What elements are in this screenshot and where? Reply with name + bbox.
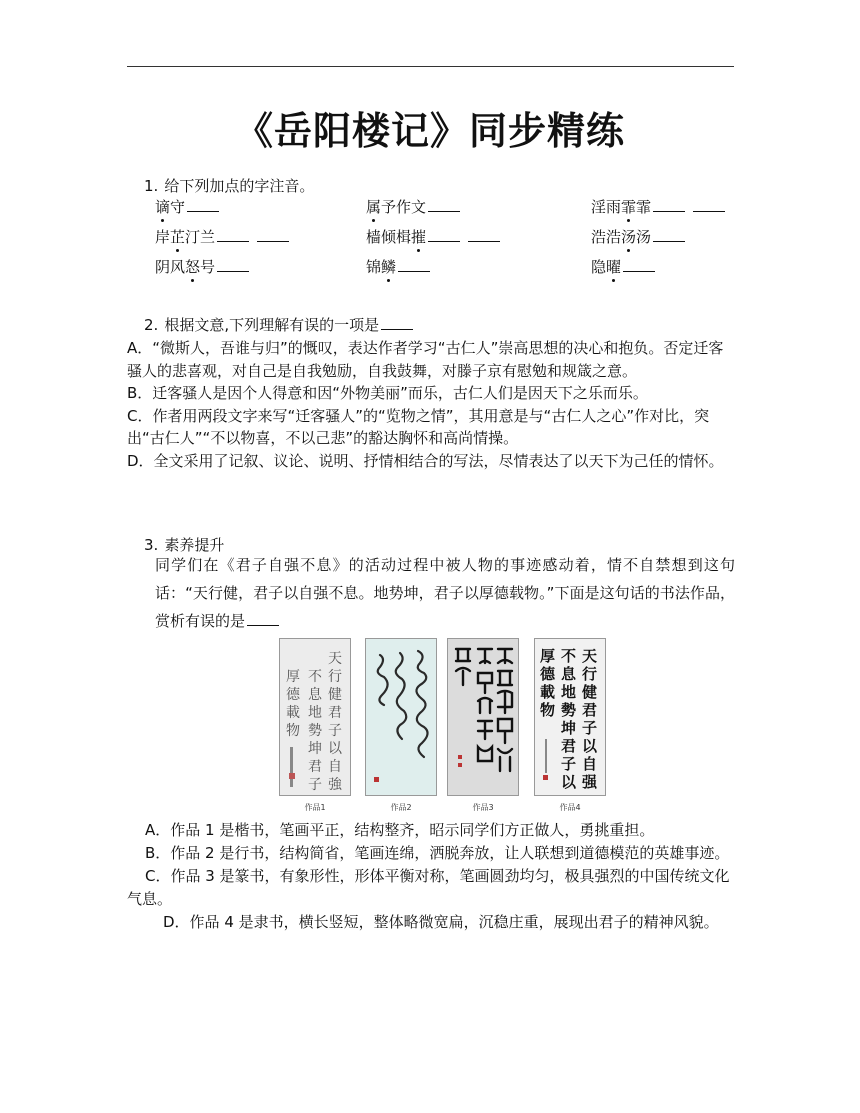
- svg-text:不: 不: [308, 669, 322, 685]
- calligraphy-work-1: [279, 638, 351, 796]
- svg-text:不: 不: [561, 647, 577, 665]
- svg-text:厚: 厚: [540, 647, 556, 665]
- word-text: 霏: [636, 198, 652, 216]
- dotted-char: 汤: [621, 228, 637, 246]
- pinyin-item: [366, 196, 460, 217]
- page-title: 《岳阳楼记》同步精练: [234, 109, 625, 153]
- question-3-number: 3.: [144, 536, 159, 554]
- svg-text:勢: 勢: [561, 701, 577, 719]
- svg-text:行: 行: [328, 669, 342, 685]
- svg-text:自: 自: [582, 755, 598, 773]
- word-text: 淫雨: [591, 198, 622, 216]
- dotted-char: 怒: [185, 258, 201, 276]
- question-2-options: [127, 337, 735, 472]
- question-3-title: 素养提升: [164, 536, 225, 554]
- answer-blank[interactable]: [653, 197, 685, 212]
- word-text: 浩浩: [591, 228, 622, 246]
- svg-text:君: 君: [328, 705, 342, 721]
- svg-text:以: 以: [582, 737, 598, 755]
- dotted-char: 芷: [170, 228, 186, 246]
- work-2-label: 作品2: [390, 803, 412, 812]
- word-text: 号: [200, 258, 216, 276]
- word-text: 守: [170, 198, 186, 216]
- question-2-heading: [144, 314, 413, 335]
- pinyin-item: [366, 256, 430, 277]
- question-3-options: [127, 819, 735, 934]
- answer-blank[interactable]: [187, 197, 219, 212]
- word-text: 汤: [636, 228, 652, 246]
- svg-text:健: 健: [328, 687, 342, 703]
- word-text: 隐: [591, 258, 607, 276]
- zhuanshu-calligraphy-icon: [448, 639, 519, 796]
- svg-text:坤: 坤: [561, 719, 577, 737]
- option-a: A．作品 1 是楷书，笔画平正，结构整齐，昭示同学们方正做人，勇挑重担。: [145, 821, 655, 839]
- answer-blank[interactable]: [217, 227, 249, 242]
- svg-text:物: 物: [540, 701, 556, 719]
- calligraphy-images: [279, 638, 611, 818]
- answer-blank[interactable]: [623, 257, 655, 272]
- svg-text:載: 載: [540, 683, 556, 701]
- svg-text:君: 君: [582, 701, 598, 719]
- option-d: D．作品 4 是隶书，横长竖短，整体略微宽扁，沉稳庄重，展现出君子的精神风貌。: [163, 913, 719, 931]
- word-text: 樯倾楫: [366, 228, 412, 246]
- word-text: 予作文: [381, 198, 427, 216]
- pinyin-item: [155, 226, 289, 247]
- svg-text:載: 載: [286, 705, 300, 721]
- svg-text:息: 息: [308, 687, 322, 703]
- calligraphy-work-2: [365, 638, 437, 796]
- svg-text:君: 君: [561, 737, 577, 755]
- calligraphy-work-4: [534, 638, 606, 796]
- svg-text:坤: 坤: [308, 741, 322, 757]
- option-c: C．作者用两段文字来写“迁客骚人”的“览物之情”，其用意是与“古仁人之心”作对比，突出“古仁人”“不以物喜，不以己悲”的豁达胸怀和高尚情操。: [127, 406, 710, 447]
- svg-text:厚: 厚: [286, 669, 300, 685]
- lishu-calligraphy-icon: [535, 639, 606, 796]
- svg-text:子: 子: [561, 755, 577, 773]
- answer-blank[interactable]: [428, 197, 460, 212]
- svg-text:以: 以: [561, 773, 577, 791]
- answer-blank[interactable]: [398, 257, 430, 272]
- question-1-prompt: 给下列加点的字注音。: [164, 177, 315, 195]
- svg-text:德: 德: [286, 687, 300, 703]
- word-text: 锦: [366, 258, 382, 276]
- option-a: A．“微斯人，吾谁与归”的慨叹，表达作者学习“古仁人”崇高思想的决心和抱负。否定迁客骚人的悲喜观，对自己是自我勉励，自我鼓舞，对滕子京有慰勉和规箴之意。: [127, 339, 724, 380]
- svg-text:行: 行: [582, 665, 598, 683]
- svg-text:健: 健: [582, 683, 598, 701]
- svg-text:天: 天: [582, 647, 598, 665]
- work-4-label: 作品4: [559, 803, 581, 812]
- svg-text:物: 物: [286, 723, 300, 739]
- kaishu-calligraphy-icon: [280, 639, 351, 796]
- pinyin-item: [155, 196, 219, 217]
- svg-text:勢: 勢: [308, 723, 322, 739]
- dotted-char: 摧: [411, 228, 427, 246]
- work-3-label: 作品3: [472, 803, 494, 812]
- word-text: 岸: [155, 228, 171, 246]
- question-1-number: 1.: [144, 177, 159, 195]
- option-b: B．迁客骚人是因个人得意和因“外物美丽”而乐，古仁人们是因天下之乐而乐。: [127, 384, 648, 402]
- svg-text:自: 自: [328, 759, 342, 775]
- svg-text:强: 强: [582, 773, 598, 791]
- svg-text:以: 以: [328, 741, 342, 757]
- question-1-heading: [144, 175, 314, 196]
- svg-text:子: 子: [308, 777, 322, 793]
- question-3-intro: [155, 551, 735, 635]
- svg-text:德: 德: [540, 665, 556, 683]
- svg-text:君: 君: [308, 759, 322, 775]
- pinyin-item: [591, 196, 725, 217]
- dotted-char: 鳞: [381, 258, 397, 276]
- svg-text:子: 子: [582, 719, 598, 737]
- svg-text:天: 天: [328, 651, 342, 667]
- dotted-char: 曜: [606, 258, 622, 276]
- word-text: 汀兰: [185, 228, 216, 246]
- answer-blank[interactable]: [217, 257, 249, 272]
- answer-blank[interactable]: [247, 611, 279, 626]
- svg-text:息: 息: [561, 665, 577, 683]
- xingshu-calligraphy-icon: [366, 639, 437, 796]
- svg-text:子: 子: [328, 723, 342, 739]
- pinyin-item: [591, 256, 655, 277]
- answer-blank[interactable]: [468, 227, 500, 242]
- svg-text:地: 地: [561, 683, 577, 701]
- word-text: 阴风: [155, 258, 186, 276]
- option-c: C．作品 3 是篆书，有象形性，形体平衡对称，笔画圆劲均匀，极具强烈的中国传统文化气息。: [127, 867, 730, 908]
- answer-blank[interactable]: [653, 227, 685, 242]
- dotted-char: 属: [366, 198, 382, 216]
- answer-blank[interactable]: [381, 315, 413, 330]
- dotted-char: 谪: [155, 198, 171, 216]
- svg-text:強: 強: [328, 777, 342, 793]
- answer-blank[interactable]: [428, 227, 460, 242]
- question-3-intro-text: 同学们在《君子自强不息》的活动过程中被人物的事迹感动着，情不自禁想到这句话：“天行健，君子以自强不息。地势坤，君子以厚德载物。”下面是这句话的书法作品，赏析有误的是: [155, 556, 735, 630]
- answer-blank[interactable]: [257, 227, 289, 242]
- svg-text:地: 地: [308, 705, 322, 721]
- question-2-number: 2.: [144, 316, 159, 334]
- answer-blank[interactable]: [693, 197, 725, 212]
- pinyin-item: [591, 226, 685, 247]
- header-rule: [127, 66, 734, 67]
- pinyin-item: [366, 226, 500, 247]
- calligraphy-work-3: [447, 638, 519, 796]
- work-1-label: 作品1: [304, 803, 326, 812]
- option-d: D．全文采用了记叙、议论、说明、抒情相结合的写法，尽情表达了以天下为己任的情怀。: [127, 451, 724, 470]
- pinyin-item: [155, 256, 249, 277]
- dotted-char: 霏: [621, 198, 637, 216]
- question-2-prompt: 根据文意,下列理解有误的一项是: [164, 316, 380, 334]
- option-b: B．作品 2 是行书，结构简省，笔画连绵，洒脱奔放，让人联想到道德模范的英雄事迹。: [145, 844, 730, 862]
